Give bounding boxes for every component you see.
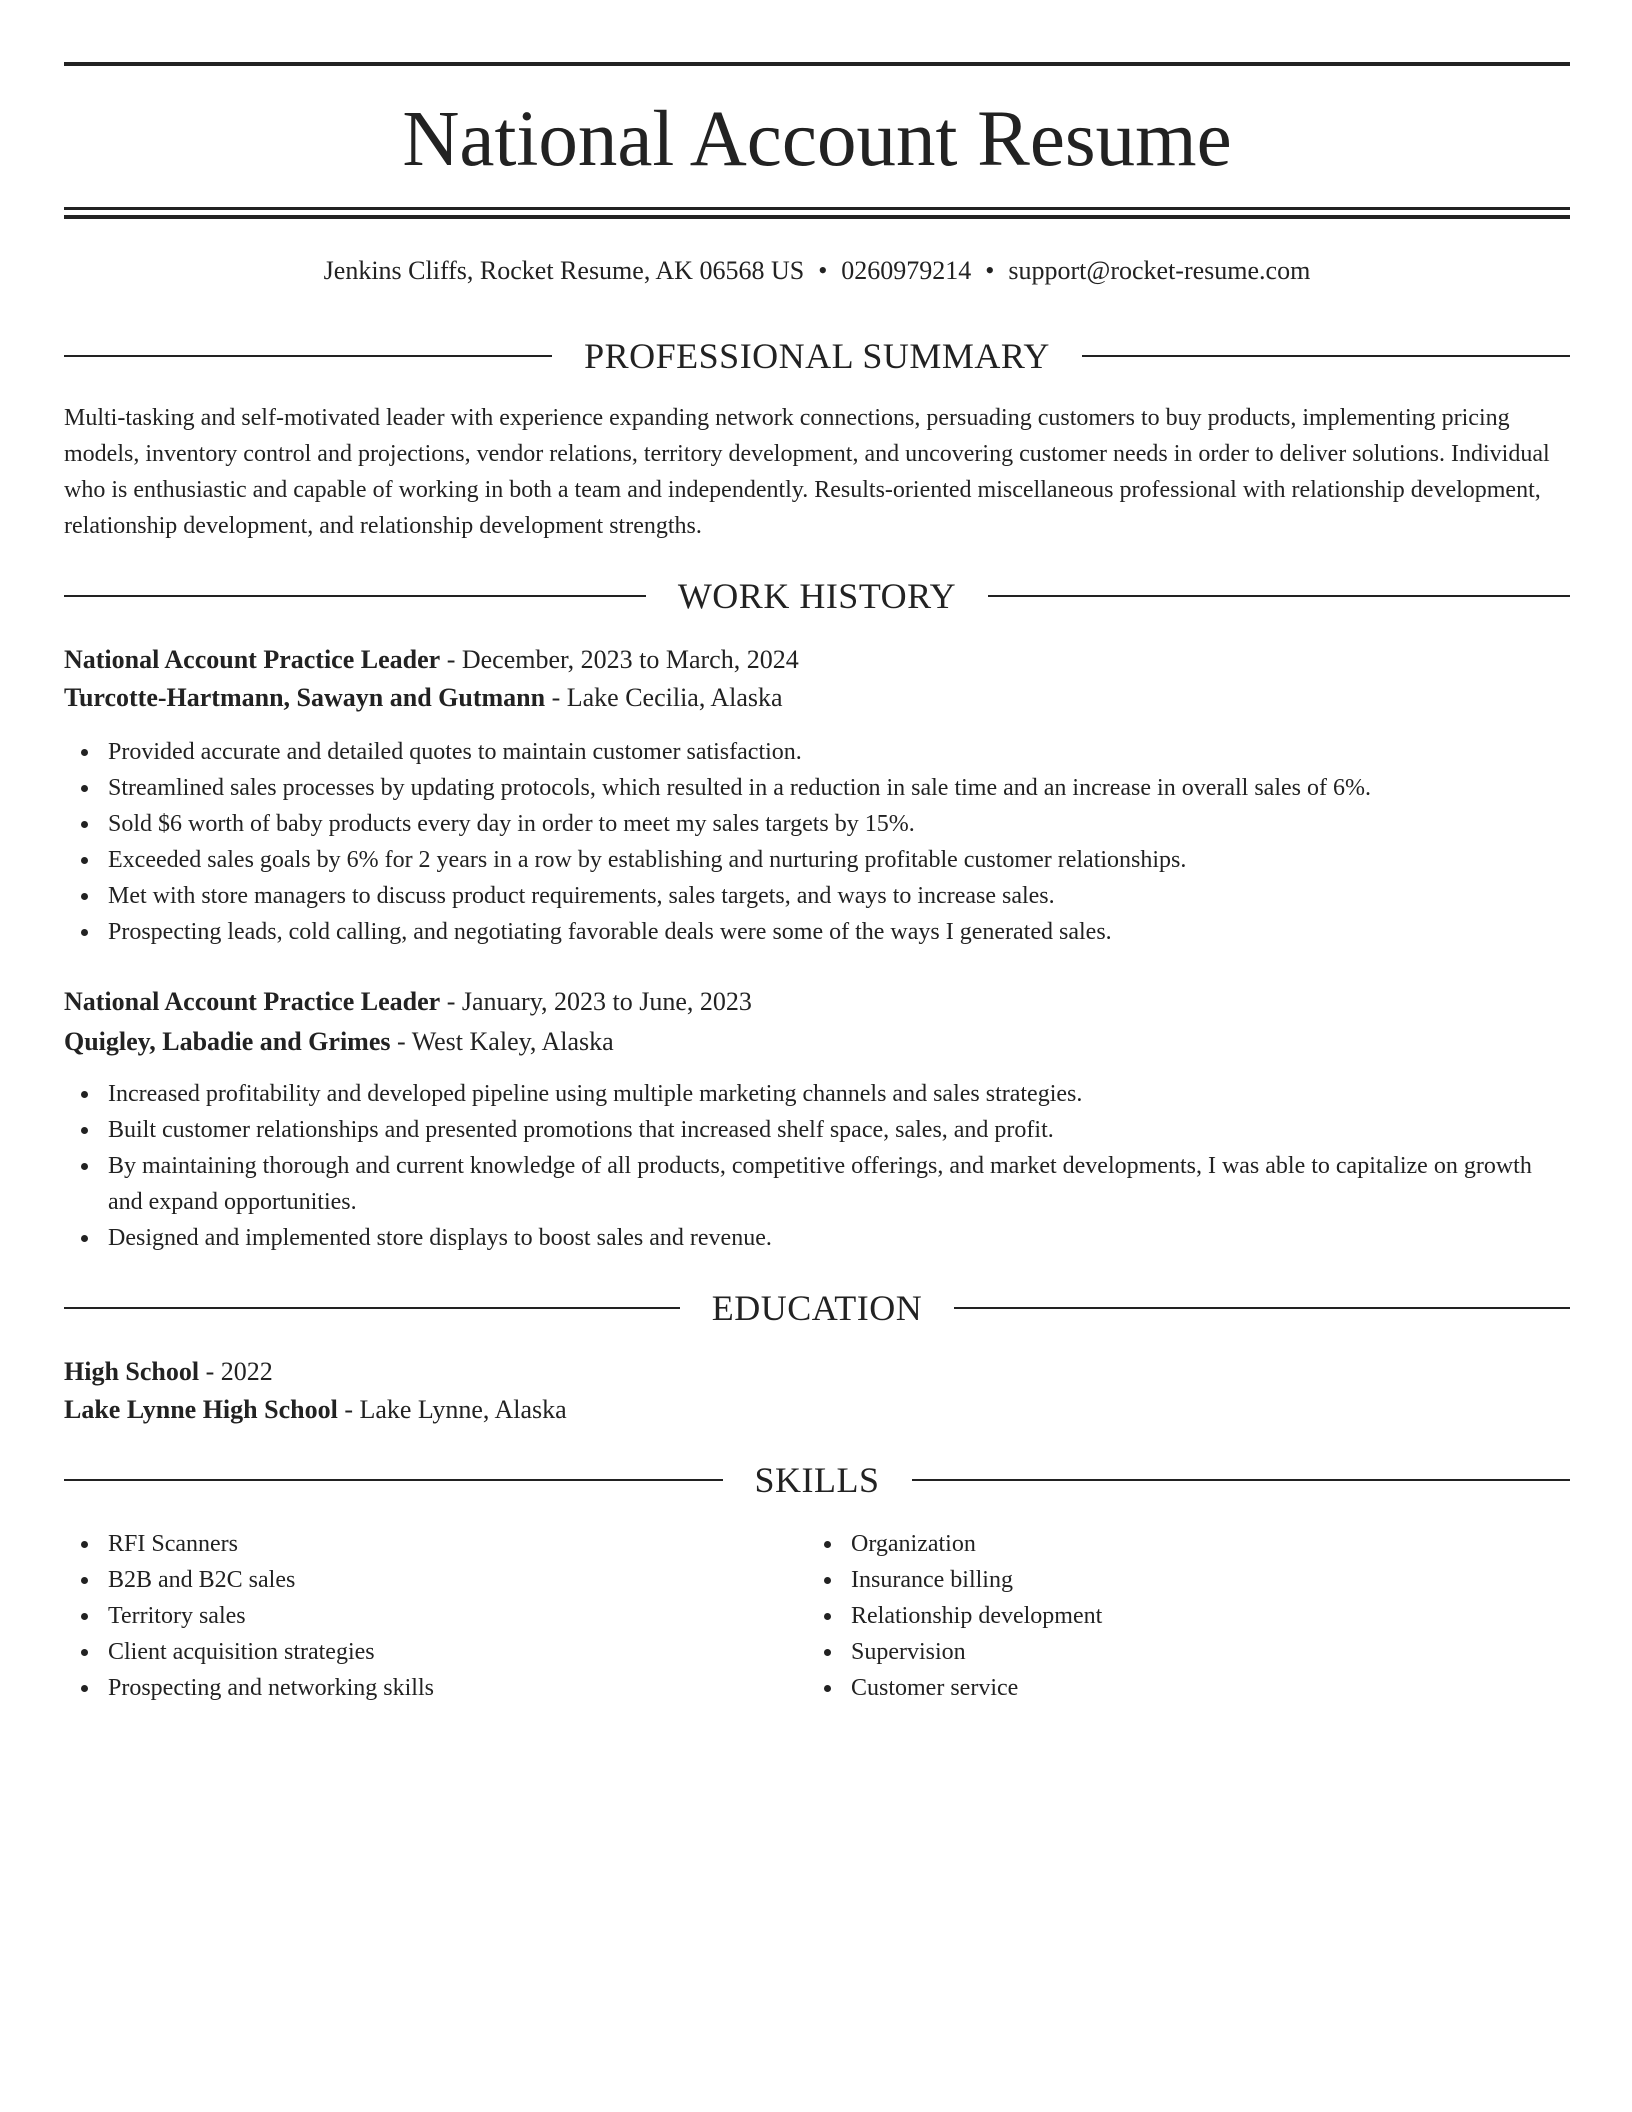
section-title: EDUCATION xyxy=(711,1288,923,1328)
job-company-line xyxy=(64,680,1570,716)
resume-title: National Account Resume xyxy=(402,96,1232,183)
education-degree: High School xyxy=(64,1357,200,1386)
section-heading-skills xyxy=(64,1458,1570,1502)
job-company-line xyxy=(64,1024,1570,1060)
list-item: Streamlined sales processes by updating protocols, which resulted in a reduction in sale time and an increase in overall sales of 6%. xyxy=(64,770,1570,806)
contact-phone: 0260979214 xyxy=(841,256,972,285)
education-location: - Lake Lynne, Alaska xyxy=(337,1395,567,1424)
list-item: Met with store managers to discuss product requirements, sales targets, and ways to increase sales. xyxy=(64,878,1570,914)
skill-item: Customer service xyxy=(807,1670,1632,1706)
list-item: Increased profitability and developed pipeline using multiple marketing channels and sales strategies. xyxy=(64,1076,1570,1112)
skill-item: Territory sales xyxy=(64,1598,1570,1634)
education-school-line xyxy=(64,1392,1570,1428)
header-double-rule-upper xyxy=(64,207,1570,210)
job-title-line xyxy=(64,984,1570,1020)
skill-item: Organization xyxy=(807,1526,1632,1562)
heading-rule-right xyxy=(1082,355,1570,357)
list-item: Built customer relationships and presented promotions that increased shelf space, sales, and profit. xyxy=(64,1112,1570,1148)
summary-paragraph: Multi-tasking and self-motivated leader with experience expanding network connections, persuading customers to buy products, implementing pricing models, inventory control and projections, vendor relations, territory development, and uncovering customer needs in order to deliver solutions. Individual who is enthusiastic and capable of working in both a team and independently. Results-oriented miscellaneous professional with relationship development, relationship development, and relationship development strengths. xyxy=(64,405,1550,539)
skill-item: RFI Scanners xyxy=(64,1526,1570,1562)
skill-item: Prospecting and networking skills xyxy=(64,1670,1570,1706)
job-company: Quigley, Labadie and Grimes xyxy=(64,1027,391,1056)
job-title-line xyxy=(64,642,1570,678)
contact-separator: • xyxy=(985,256,995,285)
contact-line xyxy=(64,254,1570,288)
job-company: Turcotte-Hartmann, Sawayn and Gutmann xyxy=(64,683,546,712)
skill-item: Supervision xyxy=(807,1634,1632,1670)
skill-item: Insurance billing xyxy=(807,1562,1632,1598)
header-top-rule xyxy=(64,62,1570,66)
section-title: PROFESSIONAL SUMMARY xyxy=(584,336,1050,376)
job-position: National Account Practice Leader xyxy=(64,645,441,674)
contact-address: Jenkins Cliffs, Rocket Resume, AK 06568 US xyxy=(323,256,805,285)
section-title: WORK HISTORY xyxy=(677,576,957,616)
section-title: SKILLS xyxy=(754,1460,880,1500)
header-double-rule-lower xyxy=(64,215,1570,219)
heading-rule-left xyxy=(64,355,552,357)
education-school: Lake Lynne High School xyxy=(64,1395,338,1424)
heading-rule-left xyxy=(64,1307,680,1309)
education-year: - 2022 xyxy=(199,1357,273,1386)
heading-rule-right xyxy=(912,1479,1571,1481)
list-item: By maintaining thorough and current knowledge of all products, competitive offerings, and market developments, I was able to capitalize on growth and expand opportunities. xyxy=(64,1148,1570,1220)
job-location: - West Kaley, Alaska xyxy=(390,1027,614,1056)
heading-rule-right xyxy=(954,1307,1570,1309)
job-position: National Account Practice Leader xyxy=(64,987,441,1016)
heading-rule-left xyxy=(64,1479,723,1481)
heading-rule-right xyxy=(988,595,1570,597)
list-item: Designed and implemented store displays to boost sales and revenue. xyxy=(64,1220,1570,1256)
section-heading-summary xyxy=(64,334,1570,378)
list-item: Prospecting leads, cold calling, and negotiating favorable deals were some of the ways I generated sales. xyxy=(64,914,1570,950)
job-dates: - December, 2023 to March, 2024 xyxy=(440,645,799,674)
heading-rule-left xyxy=(64,595,646,597)
contact-separator: • xyxy=(818,256,828,285)
job-location: - Lake Cecilia, Alaska xyxy=(545,683,783,712)
list-item: Sold $6 worth of baby products every day in order to meet my sales targets by 15%. xyxy=(64,806,1570,842)
skill-item: Relationship development xyxy=(807,1598,1632,1634)
section-heading-education xyxy=(64,1286,1570,1330)
job-bullet-list xyxy=(64,734,1570,950)
skill-item: B2B and B2C sales xyxy=(64,1562,1570,1598)
skill-item: Client acquisition strategies xyxy=(64,1634,1570,1670)
job-dates: - January, 2023 to June, 2023 xyxy=(440,987,752,1016)
skills-list-right xyxy=(807,1526,1632,1706)
section-heading-work-history xyxy=(64,574,1570,618)
list-item: Provided accurate and detailed quotes to maintain customer satisfaction. xyxy=(64,734,1570,770)
contact-email: support@rocket-resume.com xyxy=(1008,256,1311,285)
education-degree-line xyxy=(64,1354,1570,1390)
list-item: Exceeded sales goals by 6% for 2 years in a row by establishing and nurturing profitable customer relationships. xyxy=(64,842,1570,878)
job-bullet-list xyxy=(64,1076,1570,1256)
